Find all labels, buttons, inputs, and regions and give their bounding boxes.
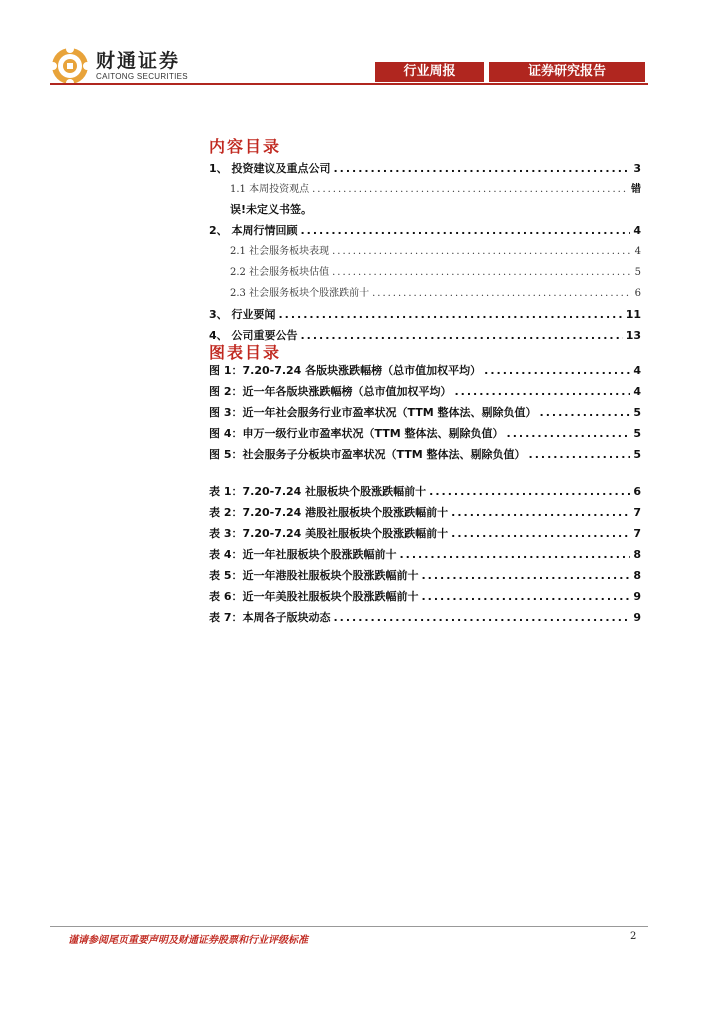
- figure-item-label: 图 1：7.20-7.24 各版块涨跌幅榜（总市值加权平均）: [209, 364, 482, 377]
- table-item-page: 9: [633, 611, 641, 624]
- table-item[interactable]: [209, 523, 641, 544]
- toc-item[interactable]: [209, 158, 641, 179]
- table-item-label: 表 1：7.20-7.24 社服板块个股涨跌幅前十: [209, 485, 427, 498]
- figure-item-page: 4: [633, 385, 641, 398]
- caitong-logo-icon: [50, 46, 90, 86]
- toc-leader-dots: [312, 179, 628, 200]
- toc-item-label: 2.2 社会服务板块估值: [230, 267, 330, 278]
- toc-leader-dots: [507, 423, 631, 444]
- page-number: 2: [630, 931, 637, 942]
- table-item-label: 表 3：7.20-7.24 美股社服板块个股涨跌幅前十: [209, 527, 449, 540]
- toc-item[interactable]: [209, 304, 641, 325]
- company-logo: [50, 46, 188, 86]
- figure-item[interactable]: [209, 444, 641, 465]
- figure-item[interactable]: [209, 381, 641, 402]
- toc-item-label: 1、 投资建议及重点公司: [209, 162, 331, 175]
- toc-leader-dots: [333, 607, 630, 628]
- toc-leader-dots: [333, 158, 630, 179]
- toc-subitem[interactable]: [209, 241, 641, 262]
- toc-item-label: 1.1 本周投资观点: [230, 184, 310, 195]
- logo-english-name: CAITONG SECURITIES: [96, 72, 188, 81]
- figure-item-page: 5: [633, 448, 641, 461]
- figures-title: 图表目录: [209, 343, 282, 362]
- toc-item-label: 4、 公司重要公告: [209, 329, 298, 342]
- contents-list: [209, 158, 641, 346]
- toc-leader-dots: [332, 262, 632, 283]
- table-item[interactable]: [209, 607, 641, 628]
- toc-leader-dots: [484, 360, 630, 381]
- toc-item[interactable]: [209, 220, 641, 241]
- toc-item-page: 3: [633, 162, 641, 175]
- toc-item-page: 13: [625, 329, 641, 342]
- toc-item-page: 6: [634, 288, 641, 299]
- header-tags: [375, 62, 645, 82]
- footer-divider: [50, 926, 648, 927]
- figure-item-page: 5: [633, 406, 641, 419]
- tables-list: [209, 481, 641, 628]
- table-item-page: 8: [633, 548, 641, 561]
- table-item-page: 8: [633, 569, 641, 582]
- figure-item-label: 图 2：近一年各版块涨跌幅榜（总市值加权平均）: [209, 385, 452, 398]
- toc-leader-dots: [529, 444, 631, 465]
- toc-leader-dots: [300, 325, 622, 346]
- figures-list: [209, 360, 641, 465]
- table-item-page: 7: [633, 506, 641, 519]
- toc-leader-dots: [451, 502, 630, 523]
- toc-leader-dots: [399, 544, 630, 565]
- toc-error-continuation: 误!未定义书签。: [230, 203, 313, 216]
- toc-leader-dots: [300, 220, 630, 241]
- table-item-page: 7: [633, 527, 641, 540]
- table-item[interactable]: [209, 586, 641, 607]
- table-item[interactable]: [209, 502, 641, 523]
- figure-item-page: 5: [633, 427, 641, 440]
- report-category-tag: 证券研究报告: [489, 62, 645, 82]
- figure-item-label: 图 4：申万一级行业市盈率状况（TTM 整体法、剔除负值）: [209, 427, 504, 440]
- toc-item-page: 5: [634, 267, 641, 278]
- report-type-tag: 行业周报: [375, 62, 484, 82]
- toc-item-page: 错: [631, 184, 641, 195]
- table-item[interactable]: [209, 481, 641, 502]
- figure-item[interactable]: [209, 402, 641, 423]
- table-item-page: 6: [633, 485, 641, 498]
- toc-subitem[interactable]: [209, 262, 641, 283]
- toc-item-label: 3、 行业要闻: [209, 308, 276, 321]
- toc-item-label: 2、 本周行情回顾: [209, 224, 298, 237]
- toc-leader-dots: [454, 381, 630, 402]
- toc-leader-dots: [278, 304, 622, 325]
- toc-leader-dots: [421, 586, 630, 607]
- toc-subitem[interactable]: [209, 179, 641, 200]
- toc-subitem[interactable]: [209, 283, 641, 304]
- toc-item-label: 2.3 社会服务板块个股涨跌前十: [230, 288, 370, 299]
- toc-leader-dots: [332, 241, 632, 262]
- table-item[interactable]: [209, 544, 641, 565]
- contents-title: 内容目录: [209, 137, 282, 156]
- footer-disclaimer: 谨请参阅尾页重要声明及财通证券股票和行业评级标准: [68, 935, 308, 946]
- table-item-label: 表 5：近一年港股社服板块个股涨跌幅前十: [209, 569, 419, 582]
- toc-item-page: 11: [625, 308, 641, 321]
- table-item-label: 表 4：近一年社服板块个股涨跌幅前十: [209, 548, 397, 561]
- toc-leader-dots: [540, 402, 631, 423]
- table-item-label: 表 2：7.20-7.24 港股社服板块个股涨跌幅前十: [209, 506, 449, 519]
- toc-item-page: 4: [634, 246, 641, 257]
- table-item[interactable]: [209, 565, 641, 586]
- table-item-label: 表 7：本周各子版块动态: [209, 611, 331, 624]
- toc-leader-dots: [451, 523, 630, 544]
- header-divider: [50, 83, 648, 85]
- toc-leader-dots: [429, 481, 630, 502]
- figure-item-label: 图 5：社会服务子分板块市盈率状况（TTM 整体法、剔除负值）: [209, 448, 526, 461]
- logo-chinese-name: 财通证券: [96, 50, 181, 72]
- table-item-label: 表 6：近一年美股社服板块个股涨跌幅前十: [209, 590, 419, 603]
- toc-leader-dots: [372, 283, 632, 304]
- figure-item-label: 图 3：近一年社会服务行业市盈率状况（TTM 整体法、剔除负值）: [209, 406, 537, 419]
- toc-item-page: 4: [633, 224, 641, 237]
- figure-item[interactable]: [209, 360, 641, 381]
- toc-item-label: 2.1 社会服务板块表现: [230, 246, 330, 257]
- toc-leader-dots: [421, 565, 630, 586]
- table-item-page: 9: [633, 590, 641, 603]
- figure-item-page: 4: [633, 364, 641, 377]
- figure-item[interactable]: [209, 423, 641, 444]
